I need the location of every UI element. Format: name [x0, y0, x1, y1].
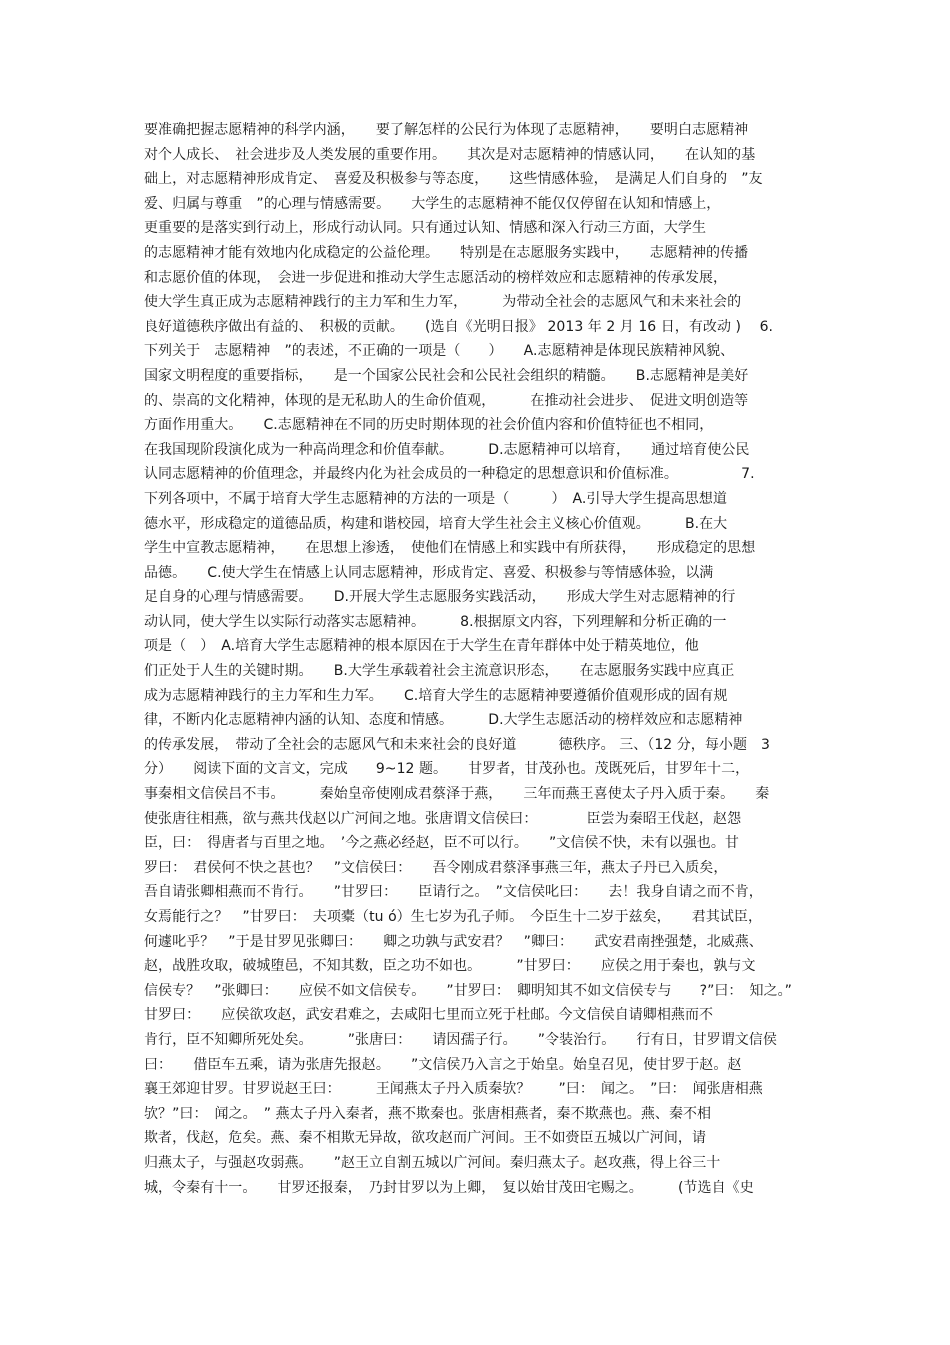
text-line: 女焉能行之？ ”甘罗曰： 夫项橐（tu ó）生七岁为孔子师。 今臣生十二岁于兹矣， 君其试臣， — [144, 909, 763, 925]
text-line: 要准确把握志愿精神的科学内涵， 要了解怎样的公民行为体现了志愿精神， 要明白志愿精神 — [144, 122, 749, 138]
text-line: 罗曰： 君侯何不快之甚也？ ”文信侯曰： 吾令刚成君蔡泽事燕三年，燕太子丹已入质矣， — [144, 859, 728, 876]
text-line: 吾自请张卿相燕而不肯行。 ”甘罗曰： 臣请行之。 ”文信侯叱曰： 去！我身自请之而不肯， — [144, 884, 763, 901]
text-line: 方面作用重大。 C.志愿精神在不同的历史时期体现的社会价值内容和价值特征也不相同， — [144, 417, 714, 434]
text-line: 欤？”曰： 闻之。 ” 燕太子丹入秦者，燕不欺秦也。张唐相燕者，秦不欺燕也。燕、秦不相 — [144, 1105, 712, 1122]
text-line: 臣，曰： 得唐者与百里之地。 ’今之燕必经赵，臣不可以行。 ”文信侯不快，未有以强也。甘 — [144, 835, 739, 852]
text-line: 信侯专？ ”张卿曰： 应侯不如文信侯专。 ”甘罗曰： 卿明知其不如文信侯专与 ?”曰： 知之。” — [144, 982, 792, 999]
text-line: 和志愿价值的体现， 会进一步促进和推动大学生志愿活动的榜样效应和志愿精神的传承发展， — [144, 269, 728, 286]
text-line: 分） 阅读下面的文言文，完成 9~12 题。 甘罗者，甘茂孙也。茂既死后，甘罗年十二， — [144, 761, 750, 778]
text-line: 使大学生真正成为志愿精神践行的主力军和生力军， 为带动全社会的志愿风气和未来社会的 — [144, 294, 742, 311]
text-line: 的、崇高的文化精神，体现的是无私助人的生命价值观， 在推动社会进步、 促进文明创造等 — [144, 392, 749, 409]
text-line: 足自身的心理与情感需要。 D.开展大学生志愿服务实践活动， 形成大学生对志愿精神的行 — [144, 589, 736, 606]
text-line: 良好道德秩序做出有益的、 积极的贡献。 (选自《光明日报》 2013 年 2 月 16 日，有改动 ) 6. — [144, 318, 774, 335]
text-line: 品德。 C.使大学生在情感上认同志愿精神，形成肯定、喜爱、积极参与等情感体验，以满 — [144, 564, 714, 581]
text-line: 爱、归属与尊重 ”的心理与情感需要。 大学生的志愿精神不能仅仅停留在认知和情感上， — [144, 195, 721, 212]
text-line: 归燕太子，与强赵攻弱燕。 ”赵王立自割五城以广河间。秦归燕太子。赵攻燕，得上谷三十 — [144, 1154, 721, 1171]
text-line: 何遽叱乎？ ”于是甘罗见张卿曰： 卿之功孰与武安君？ ”卿曰： 武安君南挫强楚，北威燕、 — [144, 933, 763, 950]
text-line: 下列各项中，不属于培育大学生志愿精神的方法的一项是（ ） A.引导大学生提高思想道 — [144, 490, 727, 507]
text-line: 使张唐往相燕，欲与燕共伐赵以广河间之地。张唐谓文信侯曰： 臣尝为秦昭王伐赵，赵怨 — [144, 810, 742, 827]
text-line: 城，令秦有十一。 甘罗还报秦， 乃封甘罗以为上卿， 复以始甘茂田宅赐之。 (节选自《史 — [144, 1179, 754, 1196]
text-line: 的传承发展， 带动了全社会的志愿风气和未来社会的良好道 德秩序。 三、（12 分，每小题 3 — [144, 736, 771, 753]
text-line: 的志愿精神才能有效地内化成稳定的公益伦理。 特别是在志愿服务实践中， 志愿精神的传播 — [144, 244, 749, 261]
text-line: 学生中宣教志愿精神， 在思想上渗透， 使他们在情感上和实践中有所获得， 形成稳定的思想 — [144, 540, 756, 557]
text-line: 甘罗曰： 应侯欲攻赵，武安君难之，去咸阳七里而立死于杜邮。今文信侯自请卿相燕而不 — [144, 1007, 714, 1024]
text-line: 下列关于 志愿精神 ”的表述，不正确的一项是（ ） A.志愿精神是体现民族精神风貌、 — [144, 343, 735, 360]
text-line: 律，不断内化志愿精神内涵的认知、态度和情感。 D.大学生志愿活动的榜样效应和志愿精神 — [144, 712, 743, 729]
text-line: 欺者，伐赵，危矣。燕、秦不相欺无异故，欲攻赵而广河间。王不如赍臣五城以广河间，请 — [144, 1130, 706, 1147]
text-line: 成为志愿精神践行的主力军和生力军。 C.培育大学生的志愿精神要遵循价值观形成的固有规 — [144, 687, 728, 704]
document-body — [144, 118, 816, 1200]
text-line: 德水平，形成稳定的道德品质，构建和谐校园，培育大学生社会主义核心价值观。 B.在大 — [144, 515, 728, 532]
text-line: 襄王郊迎甘罗。甘罗说赵王曰： 王闻燕太子丹入质秦欤？ ”曰： 闻之。 ”曰： 闻张唐相燕 — [144, 1081, 763, 1098]
text-line: 曰： 借臣车五乘，请为张唐先报赵。 ”文信侯乃入言之于始皇。始皇召见，使甘罗于赵。赵 — [144, 1056, 742, 1073]
text-line: 赵，战胜攻取，破城堕邑，不知其数，臣之功不如也。 ”甘罗曰： 应侯之用于秦也，孰与文 — [144, 958, 756, 975]
text-line: 认同志愿精神的价值理念，并最终内化为社会成员的一种稳定的思想意识和价值标准。 7. — [144, 466, 755, 483]
text-line: 们正处于人生的关键时期。 B.大学生承载着社会主流意识形态， 在志愿服务实践中应真正 — [144, 663, 735, 680]
text-line: 础上，对志愿精神形成肯定、 喜爱及积极参与等态度， 这些情感体验， 是满足人们自身的 ”友 — [144, 171, 763, 188]
text-line: 国家文明程度的重要指标， 是一个国家公民社会和公民社会组织的精髓。 B.志愿精神是美好 — [144, 367, 749, 384]
text-line: 事秦相文信侯吕不韦。 秦始皇帝使刚成君蔡泽于燕， 三年而燕王喜使太子丹入质于秦。 秦 — [144, 786, 770, 803]
text-line: 更重要的是落实到行动上，形成行动认同。只有通过认知、情感和深入行动三方面，大学生 — [144, 220, 706, 237]
text-line: 项是（ ） A.培育大学生志愿精神的根本原因在于大学生在青年群体中处于精英地位，他 — [144, 638, 699, 655]
text-line: 对个人成长、 社会进步及人类发展的重要作用。 其次是对志愿精神的情感认同， 在认知的基 — [144, 146, 756, 163]
text-line: 动认同，使大学生以实际行动落实志愿精神。 8.根据原文内容，下列理解和分析正确的一 — [144, 613, 727, 630]
text-line: 肯行，臣不知卿所死处矣。 ”张唐曰： 请因孺子行。 ”令装治行。 行有日，甘罗谓文信侯 — [144, 1031, 777, 1048]
text-line: 在我国现阶段演化成为一种高尚理念和价值奉献。 D.志愿精神可以培育， 通过培育使公民 — [144, 441, 750, 458]
